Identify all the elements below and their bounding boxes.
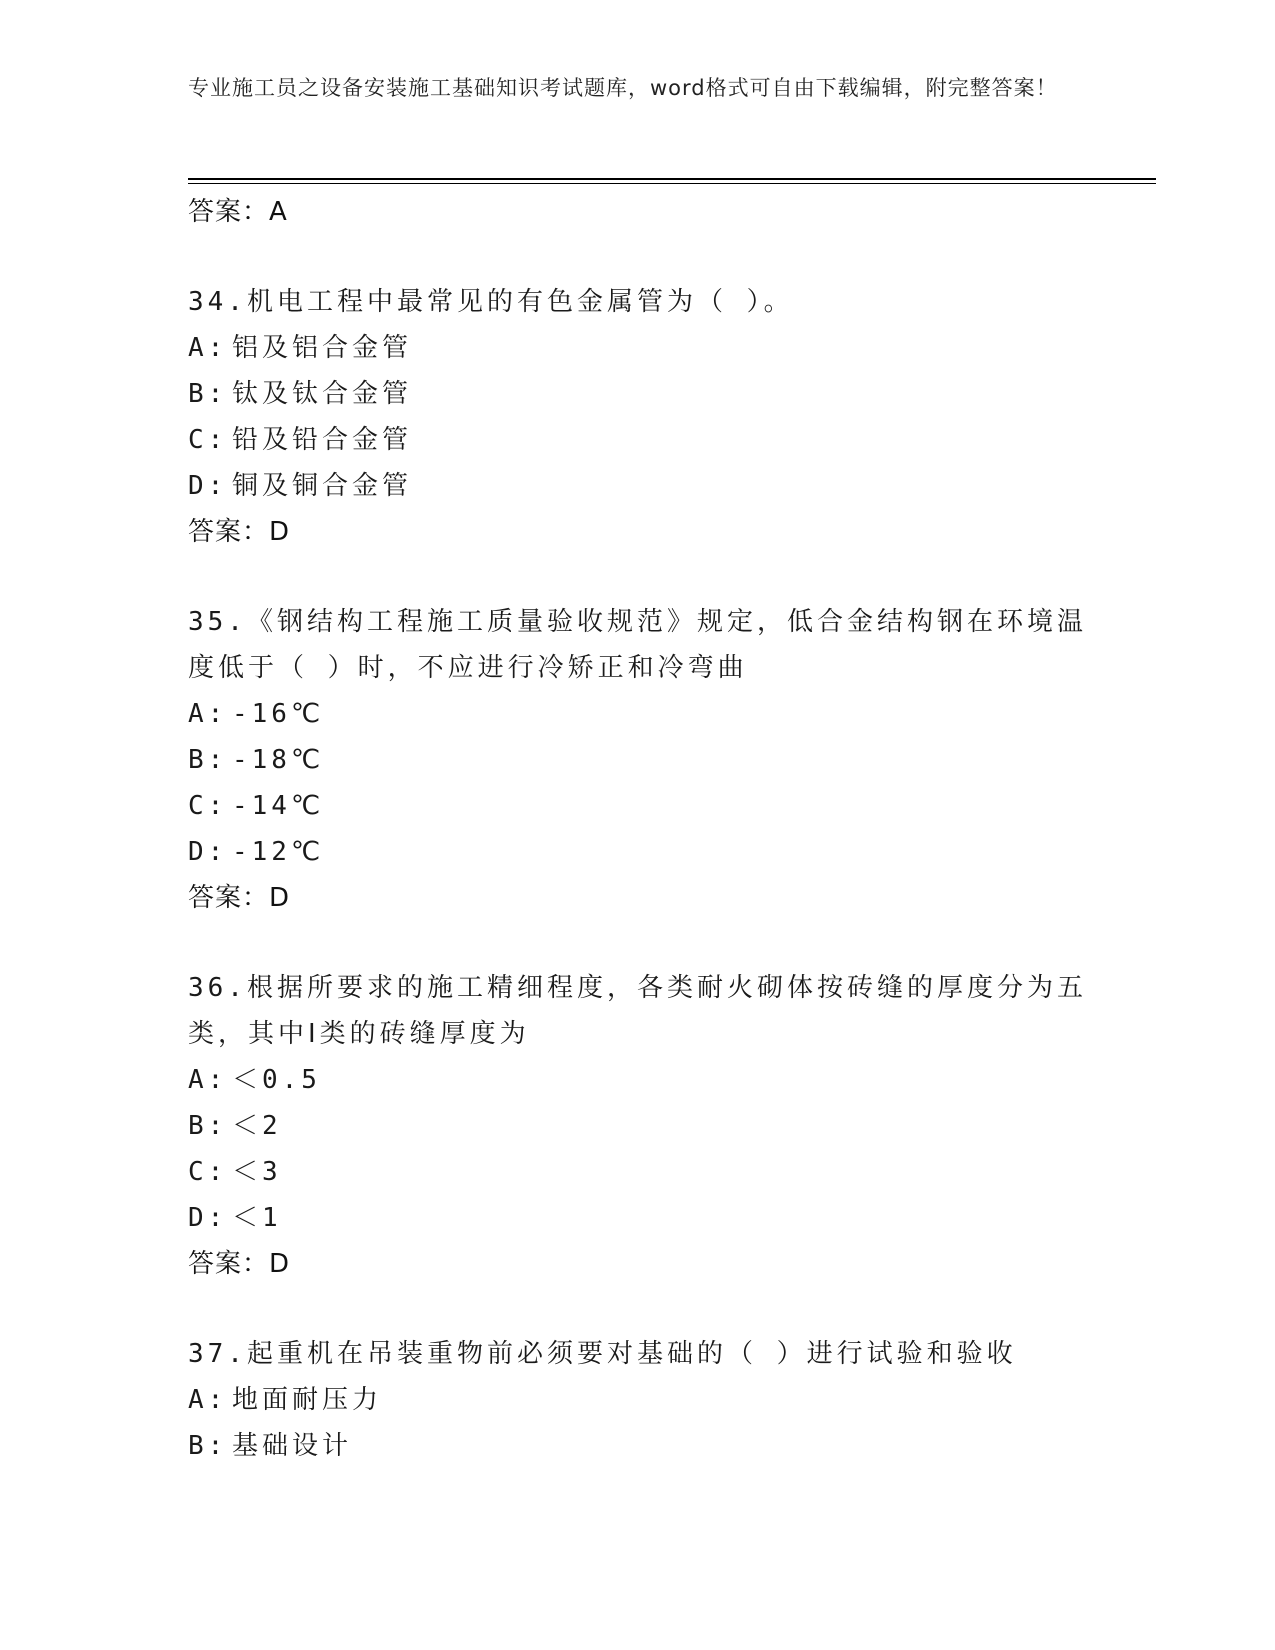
question-35 [188, 599, 1088, 921]
option-letter: B: [188, 745, 228, 775]
option-letter: C: [188, 425, 228, 455]
option-d [188, 463, 1088, 509]
option-letter: A: [188, 699, 228, 729]
header-divider-thick [188, 178, 1156, 180]
option-letter: A: [188, 1065, 228, 1095]
option-d [188, 829, 1088, 875]
option-text: -18℃ [232, 745, 325, 775]
question-36 [188, 965, 1088, 1287]
option-letter: C: [188, 791, 228, 821]
option-letter: D: [188, 837, 228, 867]
question-text: 36.根据所要求的施工精细程度，各类耐火砌体按砖缝的厚度分为五类，其中Ⅰ类的砖缝厚度为 [188, 973, 1087, 1049]
option-text: ＜3 [232, 1157, 282, 1187]
option-d [188, 1195, 1088, 1241]
question-text: 35.《钢结构工程施工质量验收规范》规定，低合金结构钢在环境温度低于（ ）时，不应进行冷矫正和冷弯曲 [188, 607, 1087, 683]
option-text: -16℃ [232, 699, 325, 729]
question-37 [188, 1331, 1088, 1469]
option-letter: B: [188, 1111, 228, 1141]
option-text: 铝及铝合金管 [232, 333, 413, 363]
option-c [188, 1149, 1088, 1195]
option-letter: D: [188, 471, 228, 501]
option-letter: D: [188, 1203, 228, 1233]
option-text: 基础设计 [232, 1431, 353, 1461]
content [188, 189, 1088, 1469]
answer-line: 答案：A [188, 197, 288, 227]
option-text: ＜1 [232, 1203, 282, 1233]
document-header: 专业施工员之设备安装施工基础知识考试题库，word格式可自由下载编辑，附完整答案！ [188, 76, 1058, 100]
option-c [188, 783, 1088, 829]
option-text: 铜及铜合金管 [232, 471, 413, 501]
option-text: 钛及钛合金管 [232, 379, 413, 409]
question-34 [188, 279, 1088, 555]
option-c [188, 417, 1088, 463]
question-text: 34.机电工程中最常见的有色金属管为（ ）。 [188, 287, 794, 317]
option-a [188, 1057, 1088, 1103]
option-a [188, 1377, 1088, 1423]
option-text: 铅及铅合金管 [232, 425, 413, 455]
option-letter: A: [188, 333, 228, 363]
option-letter: B: [188, 379, 228, 409]
option-b [188, 371, 1088, 417]
option-text: ＜0.5 [232, 1065, 321, 1095]
answer-line: 答案：D [188, 1249, 291, 1279]
option-letter: A: [188, 1385, 228, 1415]
header-divider-thin [188, 183, 1156, 184]
option-letter: B: [188, 1431, 228, 1461]
option-text: -14℃ [232, 791, 325, 821]
option-a [188, 691, 1088, 737]
answer-line: 答案：D [188, 517, 291, 547]
option-b [188, 737, 1088, 783]
option-text: -12℃ [232, 837, 325, 867]
option-letter: C: [188, 1157, 228, 1187]
answer-line: 答案：D [188, 883, 291, 913]
question-text: 37.起重机在吊装重物前必须要对基础的（ ）进行试验和验收 [188, 1339, 1017, 1369]
option-text: 地面耐压力 [232, 1385, 383, 1415]
option-b [188, 1103, 1088, 1149]
option-text: ＜2 [232, 1111, 282, 1141]
option-b [188, 1423, 1088, 1469]
option-a [188, 325, 1088, 371]
